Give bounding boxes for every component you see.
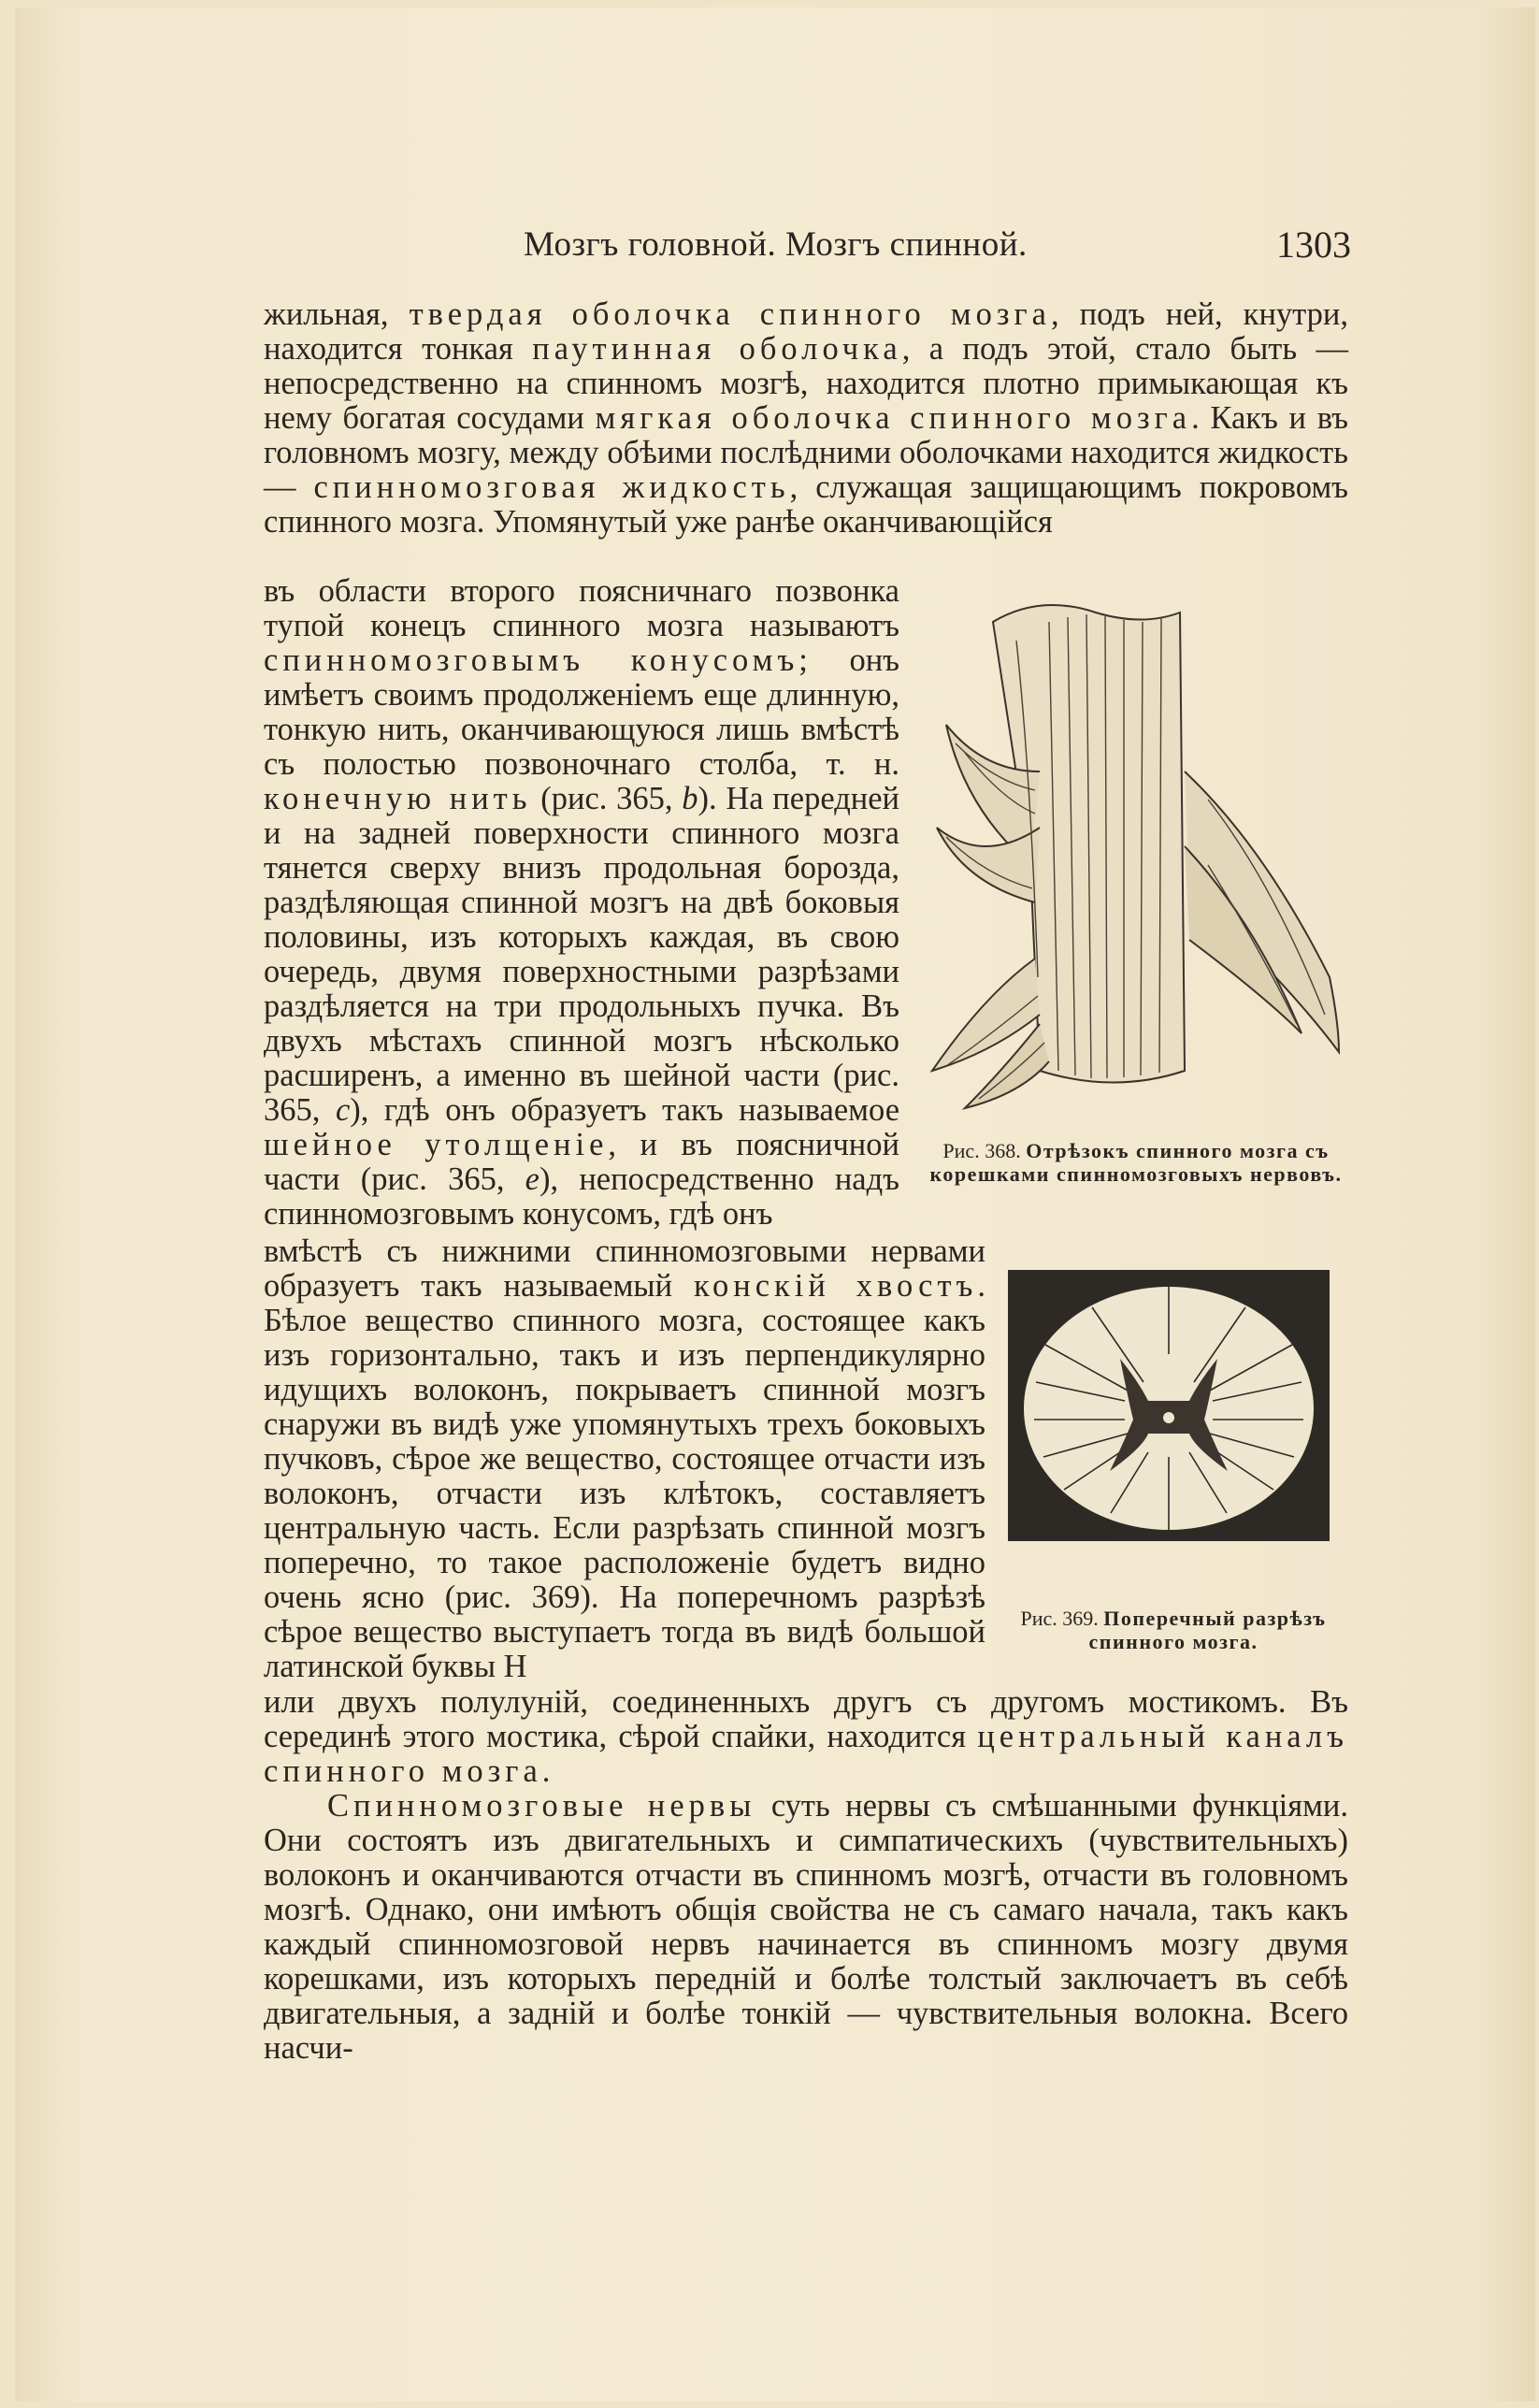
text-run: ; онъ имѣетъ своимъ продолженіемъ еще длинную, тонкую нить, оканчивающуюся лишь вмѣстѣ съ полостью позвоночнаго столба, т. н. [264, 642, 899, 782]
page-number: 1303 [1276, 223, 1351, 266]
paragraph-2 [264, 1789, 1348, 2066]
text-run: ), непосредственно надъ спинномозговымъ конусомъ, гдѣ онъ [264, 1161, 899, 1232]
italic-letter: e [525, 1161, 539, 1197]
figure-spinal-cord-cross-section [1008, 1270, 1330, 1541]
text-run: . Какъ и въ головномъ мозгу, между обѣими послѣдними оболочками находится жидкость — [264, 400, 1348, 505]
text-run: , и въ поясничной части (рис. 365, [264, 1127, 899, 1197]
text-run: , подъ ней, кнутри, находится тонкая [264, 296, 1348, 367]
spaced-term: конечную нить [264, 781, 532, 816]
text-block-bottom [264, 1685, 1348, 2066]
text-run: (рис. 365, [531, 781, 683, 816]
spaced-term: спинномозговымъ конусомъ [264, 642, 799, 678]
figure-369-label: Рис. 369. [1020, 1607, 1099, 1630]
spaced-term: Спинномозговые нервы [327, 1788, 756, 1824]
text-run: ), гдѣ онъ образуетъ такъ называемое [350, 1092, 900, 1128]
text-run: . [541, 1753, 551, 1789]
spaced-term: мягкая оболочка спинного мозга [595, 400, 1192, 436]
spaced-term: центральный каналъ спинного мозга [264, 1719, 1348, 1789]
text-block-left-column-2 [264, 1234, 985, 1684]
text-run: ). На передней и на задней поверхности спинного мозга тянется сверху внизъ продольная борозда, раздѣляющая спинной мозгъ на двѣ боковыя половины, изъ которыхъ каждая, въ свою очередь, двумя поверхностными разрѣзами раздѣляется на три продольныхъ пучка. Въ двухъ мѣстахъ спинной мозгъ нѣсколько расширенъ, а именно въ шейной части (рис. 365, [264, 781, 899, 1128]
text-block-left-column [264, 574, 899, 1232]
figure-369-caption-text: Поперечный разрѣзъ спинного мозга. [1088, 1607, 1327, 1653]
spaced-term: шейное утолщеніе [264, 1127, 609, 1162]
spinal-cord-segment-illustration [928, 584, 1358, 1132]
paragraph [264, 1234, 985, 1684]
figure-369-caption [996, 1607, 1351, 1653]
italic-letter: c [335, 1092, 351, 1128]
text-run: , а подъ этой, стало быть — непосредственно на спинномъ мозгѣ, находится плотно примыкающая къ нему богатая сосудами [264, 331, 1348, 436]
page-header [262, 217, 1351, 269]
spinal-cord-cross-section-illustration [1008, 1270, 1330, 1541]
spaced-term: твердая оболочка спинного мозга [409, 296, 1051, 332]
text-run: . Бѣлое вещество спинного мозга, состоящее какъ изъ горизонтально, такъ и изъ перпендикулярно идущихъ волоконъ, покрываетъ спинной мозгъ снаружи въ видѣ уже упомянутыхъ трехъ боковыхъ пучковъ, сѣрое же вещество, состоящее отчасти изъ волоконъ, отчасти изъ клѣтокъ, составляетъ центральную часть. Если разрѣзать спинной мозгъ поперечно, то такое расположеніе будетъ видно очень ясно (рис. 369). На поперечномъ разрѣзѣ сѣрое вещество выступаетъ тогда въ видѣ большой латинской буквы H [264, 1268, 985, 1684]
spaced-term: спинномозговая жидкость [313, 469, 790, 505]
paragraph [264, 1685, 1348, 1789]
figure-368-caption [916, 1139, 1356, 1186]
figure-368-label: Рис. 368. [942, 1139, 1021, 1162]
running-title: Мозгъ головной. Мозгъ спинной. [524, 225, 1028, 264]
figure-368-caption-text: Отрѣзокъ спинного мозга съ корешками спинномозговыхъ нервовъ. [929, 1139, 1343, 1186]
text-run: жильная, [264, 296, 410, 332]
text-run: , служащая защищающимъ покровомъ спинного мозга. Упомянутый уже ранѣе оканчивающійся [264, 469, 1348, 540]
text-run: въ области второго поясничнаго позвонка тупой конецъ спинного мозга называютъ [264, 573, 899, 643]
text-block-top [264, 297, 1348, 540]
figure-spinal-cord-segment [928, 584, 1358, 1132]
text-run: суть нервы съ смѣшанными функціями. Они состоятъ изъ двигательныхъ и симпатическихъ (чувствительныхъ) волоконъ и оканчиваются отчасти въ спинномъ мозгѣ, отчасти въ головномъ мозгѣ. Однако, они имѣютъ общія свойства не съ самаго начала, такъ какъ каждый спинномозговой нервъ начинается въ спинномъ мозгу двумя корешками, изъ которыхъ передній и болѣе толстый заключаетъ въ себѣ двигательныя, а задній и болѣе тонкій — чувствительныя волокна. Всего насчи- [264, 1788, 1348, 2066]
spaced-term: паутинная оболочка [532, 331, 902, 367]
text-run: или двухъ полулуній, соединенныхъ другъ съ другомъ мостикомъ. Въ серединѣ этого мостика, сѣрой спайки, находится [264, 1684, 1348, 1754]
paragraph [264, 297, 1348, 540]
paragraph [264, 574, 899, 1232]
italic-letter: b [682, 781, 698, 816]
text-run: вмѣстѣ съ нижними спинномозговыми нервами образуетъ такъ называемый [264, 1233, 985, 1304]
spaced-term: конскій хвостъ [693, 1268, 978, 1304]
